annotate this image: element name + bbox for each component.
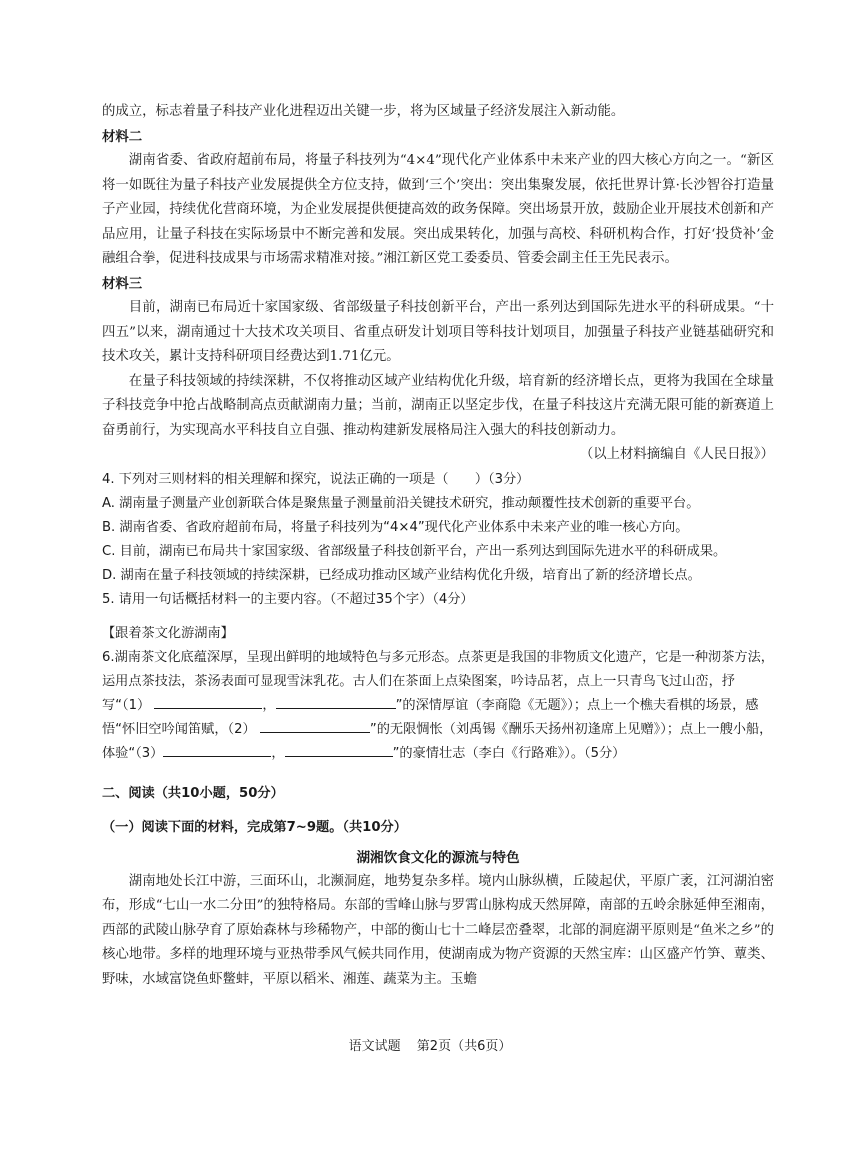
answer-blank-3b[interactable] [285,742,393,757]
question-6-part-3: ”的深情厚谊（李商隐《无题》）；点上一个樵夫看棋的场景，感悟“怀旧空吟闻笛赋，（2） [102,697,759,737]
question-6-part-6: ”的豪情壮志（李白《行路难》）。（5分） [392,745,626,761]
exam-page [102,100,774,992]
section-2-title: 二、阅读（共10小题，50分） [102,785,284,801]
material3-paragraph-2: 在量子科技领域的持续深耕，不仅将推动区域产业结构优化升级，培育新的经济增长点，更将为我国在全球量子科技竞争中抢占战略制高点贡献湖南力量；当前，湖南正以坚定步伐，在量子科技这片充满无限可能的新赛道上奋勇前行，为实现高水平科技自立自强、推动构建新发展格局注入强大的科技创新动力。 [102,373,774,438]
page-footer [0,1035,860,1054]
question-5: 5. 请用一句话概括材料一的主要内容。（不超过35个字）（4分） [102,591,474,607]
material2-title: 材料二 [102,128,143,145]
footer-subject: 语文试题 [348,1039,401,1054]
answer-blank-1a[interactable] [154,694,262,709]
article-title: 湖湘饮食文化的源流与特色 [356,849,520,866]
footer-page-number: 第2页（共6页） [416,1039,512,1054]
continuation-paragraph: 的成立，标志着量子科技产业化进程迈出关键一步，将为区域量子经济发展注入新动能。 [102,104,625,119]
section-2-subtitle: （一）阅读下面的材料，完成第7~9题。（共10分） [102,819,407,835]
answer-blank-1b[interactable] [276,694,396,709]
question-4-option-d: D. 湖南在量子科技领域的持续深耕，已经成功推动区域产业结构优化升级，培育出了新的经济增长点。 [102,567,701,583]
question-6-part-1: 6.湖南茶文化底蕴深厚，呈现出鲜明的地域特色与多元形态。点茶更是我国的非物质文化遗产，它是一种沏茶方法，运用点茶技法，茶汤表面可显现雪沫乳花。古人们在茶面上点染图案，吟诗品茗，点上一只青鸟飞过山峦，抒写“（1） [102,649,774,713]
answer-blank-3a[interactable] [163,742,271,757]
tea-section-header: 【跟着茶文化游湖南】 [102,625,234,641]
source-note: （以上材料摘编自《人民日报》） [579,447,774,462]
question-6-part-5: ， [271,745,285,761]
question-4-option-b: B. 湖南省委、省政府超前布局，将量子科技列为“4×4”现代化产业体系中未来产业的唯一核心方向。 [102,519,689,535]
question-4-option-c: C. 目前，湖南已布局共十家国家级、省部级量子科技创新平台，产出一系列达到国际先进水平的科研成果。 [102,543,727,559]
article-paragraph: 湖南地处长江中游，三面环山，北濒洞庭，地势复杂多样。境内山脉纵横，丘陵起伏，平原广袤，江河湖泊密布，形成“七山一水二分田”的独特格局。东部的雪峰山脉与罗霄山脉构成天然屏障，南部的五岭余脉延伸至湘南，西部的武陵山脉孕育了原始森林与珍稀物产，中部的衡山七十二峰层峦叠翠，北部的洞庭湖平原则是“鱼米之乡”的核心地带。多样的地理环境与亚热带季风气候共同作用，使湖南成为物产资源的天然宝库：山区盛产竹笋、蕈类、野味，水域富饶鱼虾鳖蚌，平原以稻米、湘莲、蔬菜为主。玉蟾 [102,873,774,987]
answer-blank-2[interactable] [260,718,370,733]
question-6-part-4: ”的无限惆怅（刘禹锡《酬乐天扬州初逢席上见赠》）；点上一艘小船，体验“（3） [102,721,773,761]
question-4-option-a: A. 湖南量子测量产业创新联合体是聚焦量子测量前沿关键技术研究，推动颠覆性技术创新的重要平台。 [102,495,700,511]
question-6-part-2: ， [262,697,276,713]
material3-title: 材料三 [102,275,143,292]
material2-paragraph: 湖南省委、省政府超前布局，将量子科技列为“4×4”现代化产业体系中未来产业的四大核心方向之一。“新区将一如既往为量子科技产业发展提供全方位支持，做到‘三个’突出：突出集聚发展，依托世界计算·长沙智谷打造量子产业园，持续优化营商环境，为企业发展提供便捷高效的政务保障。突出场景开放，鼓励企业开展技术创新和产品应用，让量子科技在实际场景中不断完善和发展。突出成果转化，加强与高校、科研机构合作，打好‘投贷补’金融组合拳，促进科技成果与市场需求精准对接。”湘江新区党工委委员、管委会副主任王先民表示。 [102,153,774,266]
question-6 [102,646,774,766]
question-4-stem: 4. 下列对三则材料的相关理解和探究，说法正确的一项是（ ）（3分） [102,471,530,487]
material3-paragraph-1: 目前，湖南已布局近十家国家级、省部级量子科技创新平台，产出一系列达到国际先进水平的科研成果。“十四五”以来，湖南通过十大技术攻关项目、省重点研发计划项目等科技计划项目，加强量子科技产业链基础研究和技术攻关，累计支持科研项目经费达到1.71亿元。 [102,300,774,364]
